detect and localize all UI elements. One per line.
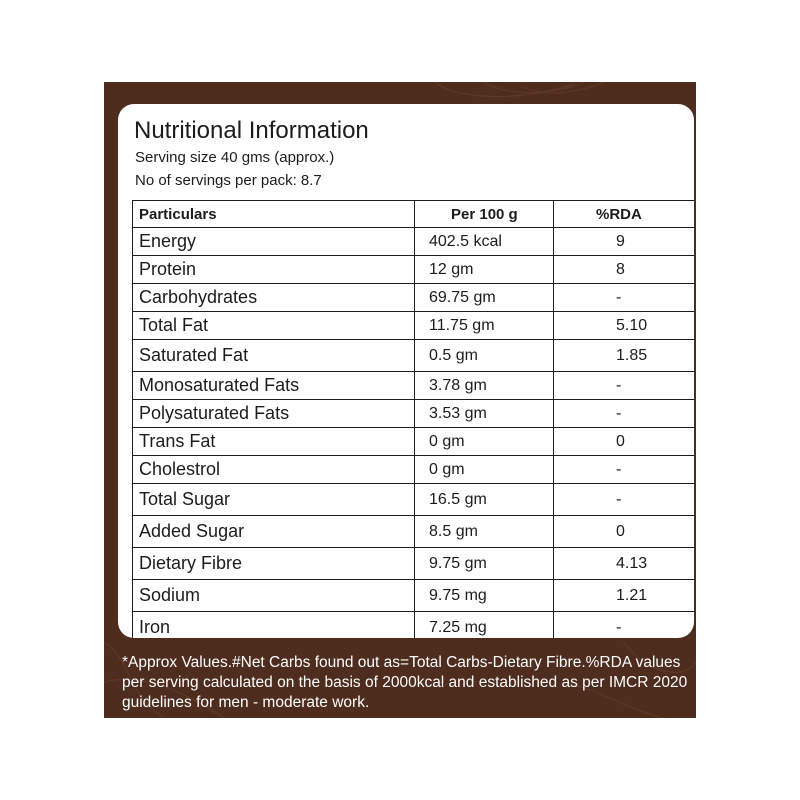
footnote-text: *Approx Values.#Net Carbs found out as=Total Carbs-Dietary Fibre.%RDA values per serving calculated on the basis of 2000kcal and established as per IMCR 2020 guidelines for men - moderate work. <box>122 654 688 711</box>
nutrient-rda: - <box>554 484 695 516</box>
nutrient-name: Trans Fat <box>133 428 415 456</box>
nutrient-rda: - <box>554 612 695 639</box>
nutrient-name: Total Sugar <box>133 484 415 516</box>
table-row-monosaturated-fats <box>133 372 695 400</box>
nutrient-per100: 402.5 kcal <box>415 228 554 256</box>
nutrient-per100: 9.75 mg <box>415 580 554 612</box>
nutrient-per100: 0.5 gm <box>415 340 554 372</box>
table-row-sodium <box>133 580 695 612</box>
table-row-energy <box>133 228 695 256</box>
nutrient-name: Total Fat <box>133 312 415 340</box>
nutrient-rda: - <box>554 456 695 484</box>
header-rda: %RDA <box>554 201 695 228</box>
table-row-saturated-fat <box>133 340 695 372</box>
table-row-polysaturated-fats <box>133 400 695 428</box>
table-row-cholestrol <box>133 456 695 484</box>
nutrient-rda: 8 <box>554 256 695 284</box>
nutrient-per100: 3.53 gm <box>415 400 554 428</box>
nutrient-rda: 1.85 <box>554 340 695 372</box>
nutrition-card <box>118 104 694 638</box>
nutrient-name: Monosaturated Fats <box>133 372 415 400</box>
nutrient-rda: 0 <box>554 516 695 548</box>
nutrient-name: Carbohydrates <box>133 284 415 312</box>
nutrient-rda: - <box>554 400 695 428</box>
nutrient-rda: 4.13 <box>554 548 695 580</box>
table-row-dietary-fibre <box>133 548 695 580</box>
nutrient-per100: 16.5 gm <box>415 484 554 516</box>
nutrient-rda: 1.21 <box>554 580 695 612</box>
table-row-added-sugar <box>133 516 695 548</box>
nutrient-per100: 8.5 gm <box>415 516 554 548</box>
nutrient-name: Polysaturated Fats <box>133 400 415 428</box>
nutrient-per100: 11.75 gm <box>415 312 554 340</box>
nutrient-name: Iron <box>133 612 415 639</box>
nutrient-name: Protein <box>133 256 415 284</box>
nutrient-per100: 12 gm <box>415 256 554 284</box>
nutrient-name: Saturated Fat <box>133 340 415 372</box>
nutrient-rda: 9 <box>554 228 695 256</box>
header-per-100g: Per 100 g <box>415 201 554 228</box>
nutrient-rda: 5.10 <box>554 312 695 340</box>
table-row-iron <box>133 612 695 639</box>
nutrient-per100: 3.78 gm <box>415 372 554 400</box>
nutrient-name: Energy <box>133 228 415 256</box>
nutrient-per100: 0 gm <box>415 428 554 456</box>
table-row-total-fat <box>133 312 695 340</box>
nutrient-per100: 9.75 gm <box>415 548 554 580</box>
nutrition-title: Nutritional Information <box>134 117 369 144</box>
table-header-row <box>133 201 695 228</box>
servings-per-pack-text: No of servings per pack: 8.7 <box>135 172 322 189</box>
nutrient-rda: - <box>554 372 695 400</box>
nutrient-per100: 0 gm <box>415 456 554 484</box>
header-particulars: Particulars <box>133 201 415 228</box>
nutrient-name: Dietary Fibre <box>133 548 415 580</box>
nutrient-per100: 7.25 mg <box>415 612 554 639</box>
table-row-carbohydrates <box>133 284 695 312</box>
label-panel <box>104 82 696 718</box>
table-row-total-sugar <box>133 484 695 516</box>
table-row-trans-fat <box>133 428 695 456</box>
table-row-protein <box>133 256 695 284</box>
nutrient-per100: 69.75 gm <box>415 284 554 312</box>
nutrient-rda: 0 <box>554 428 695 456</box>
nutrient-name: Cholestrol <box>133 456 415 484</box>
nutrient-rda: - <box>554 284 695 312</box>
nutrient-name: Added Sugar <box>133 516 415 548</box>
serving-size-text: Serving size 40 gms (approx.) <box>135 149 335 166</box>
nutrition-table <box>132 200 694 638</box>
nutrient-name: Sodium <box>133 580 415 612</box>
